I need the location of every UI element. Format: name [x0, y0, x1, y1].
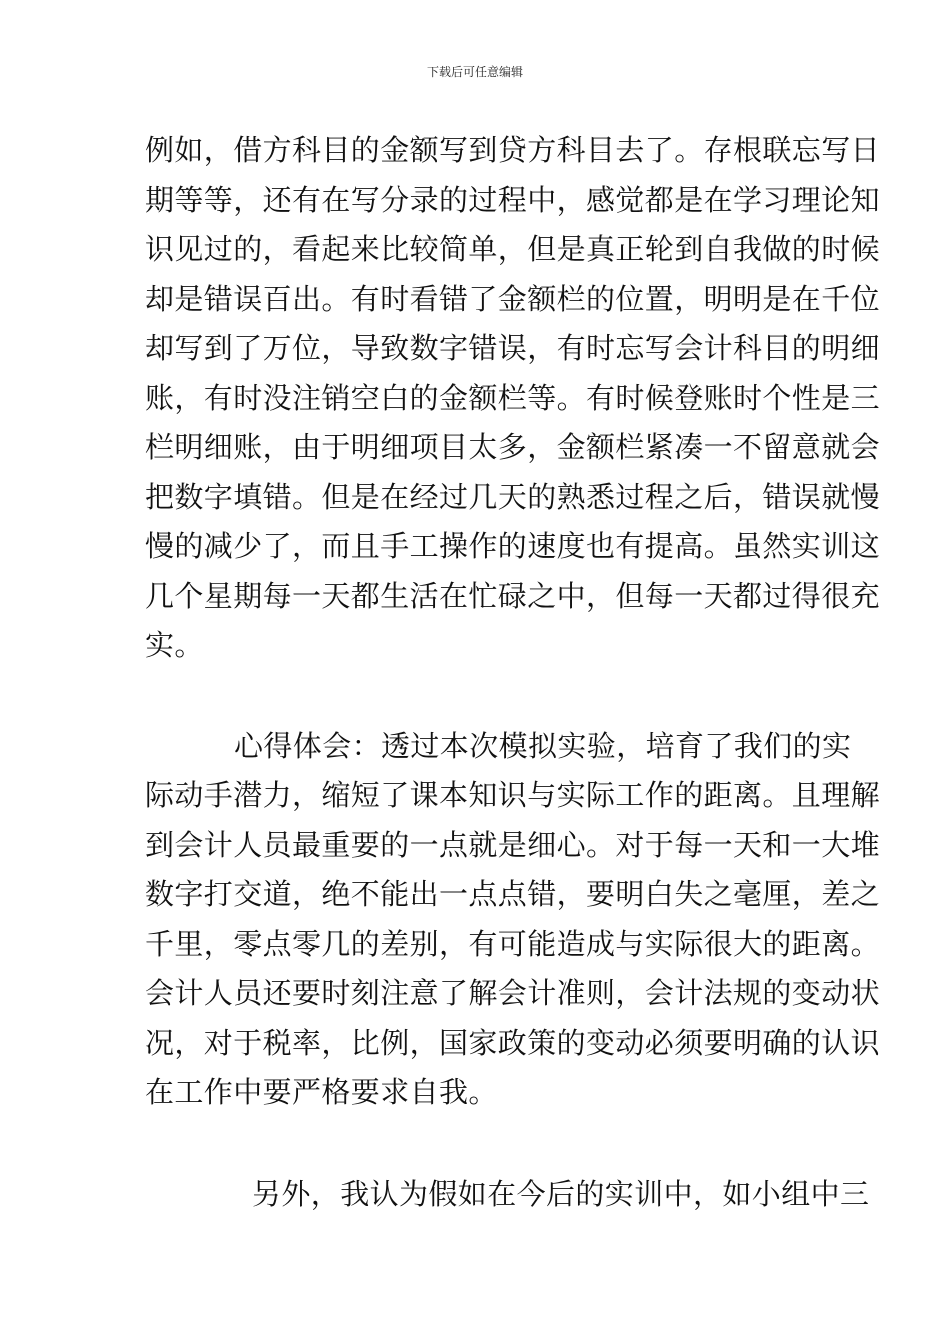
page-header: 下载后可任意编辑: [426, 65, 523, 79]
text-line: 际动手潜力，缩短了课本知识与实际工作的距离。且理解: [145, 778, 881, 812]
text-line: 到会计人员最重要的一点就是细心。对于每一天和一大堆: [145, 828, 881, 862]
text-line: 却写到了万位，导致数字错误，有时忘写会计科目的明细: [145, 331, 881, 365]
text-line: 数字打交道，绝不能出一点点错，要明白失之毫厘，差之: [145, 877, 881, 911]
text-line: 千里，零点零几的差别，有可能造成与实际很大的距离。: [145, 927, 881, 961]
text-line: 识见过的，看起来比较简单，但是真正轮到自我做的时候: [145, 232, 881, 266]
text-line: 慢的减少了，而且手工操作的速度也有提高。虽然实训这: [145, 529, 881, 563]
text-line: 账，有时没注销空白的金额栏等。有时候登账时个性是三: [145, 381, 881, 415]
text-line: 在工作中要严格要求自我。: [145, 1075, 498, 1109]
text-line: 几个星期每一天都生活在忙碌之中，但每一天都过得很充: [145, 579, 881, 613]
text-line: 另外，我认为假如在今后的实训中，如小组中三: [252, 1177, 870, 1211]
text-line: 栏明细账，由于明细项目太多，金额栏紧凑一不留意就会: [145, 430, 881, 464]
text-line: 会计人员还要时刻注意了解会计准则，会计法规的变动状: [145, 976, 881, 1010]
text-line: 心得体会：透过本次模拟实验，培育了我们的实: [234, 729, 852, 763]
text-line: 况，对于税率，比例，国家政策的变动必须要明确的认识: [145, 1026, 881, 1060]
text-line: 期等等，还有在写分录的过程中，感觉都是在学习理论知: [145, 183, 881, 217]
text-line: 把数字填错。但是在经过几天的熟悉过程之后，错误就慢: [145, 480, 881, 514]
text-line: 实。: [145, 628, 204, 662]
text-line: 例如，借方科目的金额写到贷方科目去了。存根联忘写日: [145, 133, 881, 167]
text-line: 却是错误百出。有时看错了金额栏的位置，明明是在千位: [145, 282, 881, 316]
